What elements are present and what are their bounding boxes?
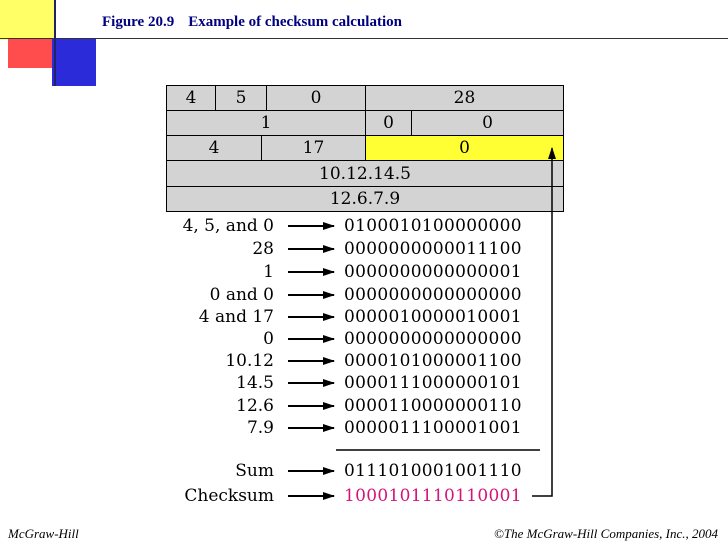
sum-binary: 0111010001001110 bbox=[344, 461, 522, 481]
row-binary: 0000111000000101 bbox=[344, 373, 522, 393]
row-label: 14.5 bbox=[236, 373, 274, 393]
row-label: 28 bbox=[252, 239, 274, 259]
row-label: 4 and 17 bbox=[198, 307, 274, 327]
header-fragment-offset: 0 bbox=[411, 110, 564, 136]
row-binary: 0000011100001001 bbox=[344, 418, 522, 438]
header-protocol: 17 bbox=[261, 135, 366, 161]
header-service: 0 bbox=[266, 85, 366, 111]
figure-caption: Example of checksum calculation bbox=[188, 14, 402, 30]
header-total-length: 28 bbox=[365, 85, 564, 111]
header-source-address: 10.12.14.5 bbox=[166, 160, 564, 187]
row-binary: 0000000000000000 bbox=[344, 329, 522, 349]
row-binary: 0000110000000110 bbox=[344, 396, 522, 416]
checksum-label: Checksum bbox=[184, 486, 274, 506]
row-binary: 0000000000000001 bbox=[344, 262, 522, 282]
header-checksum-field: 0 bbox=[365, 135, 564, 161]
sum-label: Sum bbox=[235, 461, 274, 481]
header-ttl: 4 bbox=[166, 135, 262, 161]
row-label: 10.12 bbox=[225, 351, 274, 371]
checksum-binary: 1000101110110001 bbox=[344, 486, 522, 506]
row-binary: 0000101000001100 bbox=[344, 351, 522, 371]
row-binary: 0000000000000000 bbox=[344, 285, 522, 305]
header-hlen: 5 bbox=[215, 85, 267, 111]
header-flags: 0 bbox=[365, 110, 412, 136]
row-binary: 0000000000011100 bbox=[344, 239, 522, 259]
row-label: 0 bbox=[263, 329, 274, 349]
checksum-feedback-arrow bbox=[532, 148, 552, 496]
row-label: 0 and 0 bbox=[209, 285, 274, 305]
row-label: 7.9 bbox=[246, 418, 274, 438]
row-label: 1 bbox=[263, 262, 274, 282]
row-binary: 0000010000010001 bbox=[344, 307, 522, 327]
row-label: 4, 5, and 0 bbox=[182, 216, 274, 236]
header-version: 4 bbox=[166, 85, 216, 111]
header-destination-address: 12.6.7.9 bbox=[166, 186, 564, 212]
row-label: 12.6 bbox=[236, 396, 274, 416]
header-identification: 1 bbox=[166, 110, 366, 136]
row-binary: 0100010100000000 bbox=[344, 216, 522, 236]
footer-publisher: McGraw-Hill bbox=[8, 526, 79, 541]
footer-copyright: ©The McGraw-Hill Companies, Inc., 2004 bbox=[494, 526, 718, 541]
figure-number: Figure 20.9 bbox=[102, 14, 175, 30]
